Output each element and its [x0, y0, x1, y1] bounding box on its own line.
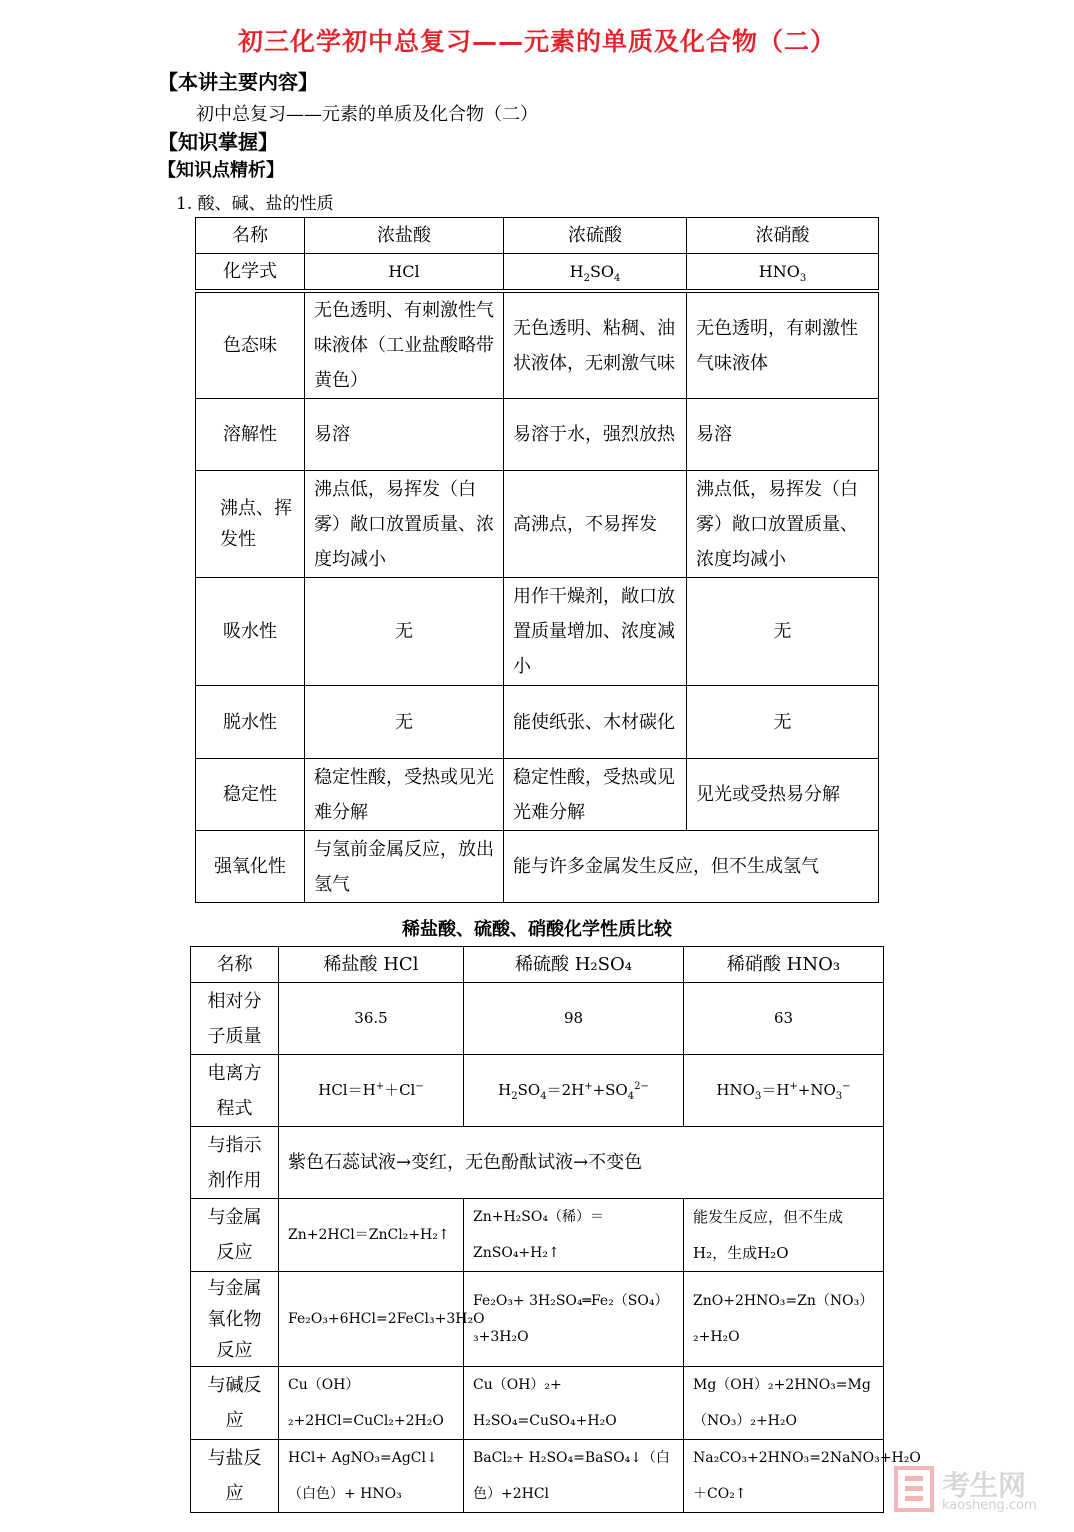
table-cell: 63 [684, 983, 884, 1055]
row-label: 与盐反应 [191, 1440, 279, 1513]
table-row [196, 759, 879, 831]
row-label: 与指示剂作用 [191, 1127, 279, 1199]
table-row [191, 1127, 884, 1199]
table-cell: 无色透明，有刺激性气味液体 [687, 293, 879, 399]
table-row [191, 1272, 884, 1367]
dilute-acids-table [190, 946, 921, 1513]
equation-cell: $H_2SO_4=2H^++SO_4^{2-}$ [464, 1055, 684, 1127]
row-label: 化学式 [196, 254, 305, 290]
row-label: 强氧化性 [196, 831, 305, 903]
table-cell: 沸点低，易挥发（白雾）敞口放置质量、浓度均减小 [687, 471, 879, 578]
table-row [196, 686, 879, 759]
table-cell: Zn+H₂SO₄（稀）＝ZnSO₄+H₂↑ [464, 1199, 684, 1272]
watermark-logo [888, 1460, 1056, 1520]
table-cell: 易溶 [687, 399, 879, 471]
row-label: 脱水性 [196, 686, 305, 759]
concentrated-acids-table [195, 217, 879, 903]
row-label: 稳定性 [196, 759, 305, 831]
table-cell: 易溶 [305, 399, 504, 471]
header-cell: 稀硫酸 H₂SO₄ [464, 947, 684, 983]
item-1-heading: 1. 酸、碱、盐的性质 [176, 194, 334, 214]
header-cell: 名称 [196, 218, 305, 254]
watermark-text: 考生网 [942, 1469, 1027, 1502]
table-cell: 无色透明、粘稠、油状液体，无刺激气味 [504, 293, 687, 399]
table-row [191, 947, 884, 983]
table-cell: 能与许多金属发生反应，但不生成氢气 [504, 831, 879, 903]
table-cell: Na₂CO₃+2HNO₃=2NaNO₃+H₂O＋CO₂↑ [684, 1440, 884, 1513]
row-label: 溶解性 [196, 399, 305, 471]
table-cell: Cu（OH）₂+2HCl=CuCl₂+2H₂O [279, 1367, 464, 1440]
row-label: 吸水性 [196, 578, 305, 686]
table-cell: 无 [687, 686, 879, 759]
table-cell: 紫色石蕊试液→变红，无色酚酞试液→不变色 [279, 1127, 884, 1199]
table-cell: HCl+ AgNO₃=AgCl↓（白色）+ HNO₃ [279, 1440, 464, 1513]
table-cell: Fe₂O₃+ 3H₂SO₄═Fe₂（SO₄）₃+3H₂O [464, 1272, 684, 1367]
equation-cell: HCl＝H+＋Cl− [279, 1055, 464, 1127]
section-main-content: 【本讲主要内容】 [158, 70, 318, 94]
table-cell: 稳定性酸，受热或见光难分解 [305, 759, 504, 831]
table-cell: 高沸点，不易挥发 [504, 471, 687, 578]
header-cell: 浓硝酸 [687, 218, 879, 254]
equation-cell: $HNO_3=H^++NO_3^-$ [684, 1055, 884, 1127]
table-row [196, 831, 879, 903]
row-label: 色态味 [196, 293, 305, 399]
table-cell: 能发生反应，但不生成H₂，生成H₂O [684, 1199, 884, 1272]
row-label: 与金属反应 [191, 1199, 279, 1272]
table-row [196, 399, 879, 471]
section-knowledge: 【知识掌握】 [158, 130, 278, 154]
table-cell: Zn+2HCl＝ZnCl₂+H₂↑ [279, 1199, 464, 1272]
table-row [191, 1055, 884, 1127]
header-cell: 浓盐酸 [305, 218, 504, 254]
header-cell: 浓硫酸 [504, 218, 687, 254]
table-cell: 能使纸张、木材碳化 [504, 686, 687, 759]
table-cell: 与氢前金属反应，放出氢气 [305, 831, 504, 903]
watermark-icon [894, 1466, 934, 1512]
table-row [196, 218, 879, 254]
table-cell: BaCl₂+ H₂SO₄=BaSO₄↓（白色）+2HCl [464, 1440, 684, 1513]
table-cell: 无色透明、有刺激性气味液体（工业盐酸略带黄色） [305, 293, 504, 399]
table-cell: 98 [464, 983, 684, 1055]
section-analysis: 【知识点精析】 [158, 160, 284, 181]
table-row [196, 471, 879, 578]
header-cell: 稀盐酸 HCl [279, 947, 464, 983]
row-label: 沸点、挥发性 [196, 471, 305, 578]
table-cell: Fe₂O₃+6HCl=2FeCl₃+3H₂O [279, 1272, 464, 1367]
table-cell: 无 [687, 578, 879, 686]
formula-cell: HCl [305, 254, 504, 290]
table-row [191, 1367, 884, 1440]
table-cell: 沸点低，易挥发（白雾）敞口放置质量、浓度均减小 [305, 471, 504, 578]
table-cell: 无 [305, 686, 504, 759]
table-cell: 36.5 [279, 983, 464, 1055]
table-cell: Cu（OH）₂+ H₂SO₄=CuSO₄+H₂O [464, 1367, 684, 1440]
table-row [196, 293, 879, 399]
header-cell: 稀硝酸 HNO₃ [684, 947, 884, 983]
formula-cell: $HNO_3$ [687, 254, 879, 290]
watermark-domain: kaosheng.com [942, 1498, 1037, 1513]
row-label: 电离方程式 [191, 1055, 279, 1127]
table-cell: ZnO+2HNO₃=Zn（NO₃）₂+H₂O [684, 1272, 884, 1367]
page-title: 初三化学初中总复习——元素的单质及化合物（二） [237, 27, 836, 56]
table-row [191, 1199, 884, 1272]
table-row [191, 983, 884, 1055]
table-cell: 稳定性酸，受热或见光难分解 [504, 759, 687, 831]
table-cell: Mg（OH）₂+2HNO₃=Mg（NO₃）₂+H₂O [684, 1367, 884, 1440]
table-cell: 易溶于水，强烈放热 [504, 399, 687, 471]
table-row [196, 254, 879, 290]
row-label: 相对分子质量 [191, 983, 279, 1055]
header-cell: 名称 [191, 947, 279, 983]
table-cell: 无 [305, 578, 504, 686]
formula-cell: $H_2SO_4$ [504, 254, 687, 290]
table-cell: 见光或受热易分解 [687, 759, 879, 831]
section-main-sub: 初中总复习——元素的单质及化合物（二） [196, 104, 538, 125]
table-row [196, 578, 879, 686]
row-label: 与碱反应 [191, 1367, 279, 1440]
table2-caption: 稀盐酸、硫酸、硝酸化学性质比较 [402, 919, 672, 940]
table-row [191, 1440, 884, 1513]
row-label: 与金属氧化物反应 [191, 1272, 279, 1367]
table-cell: 用作干燥剂，敞口放置质量增加、浓度减小 [504, 578, 687, 686]
